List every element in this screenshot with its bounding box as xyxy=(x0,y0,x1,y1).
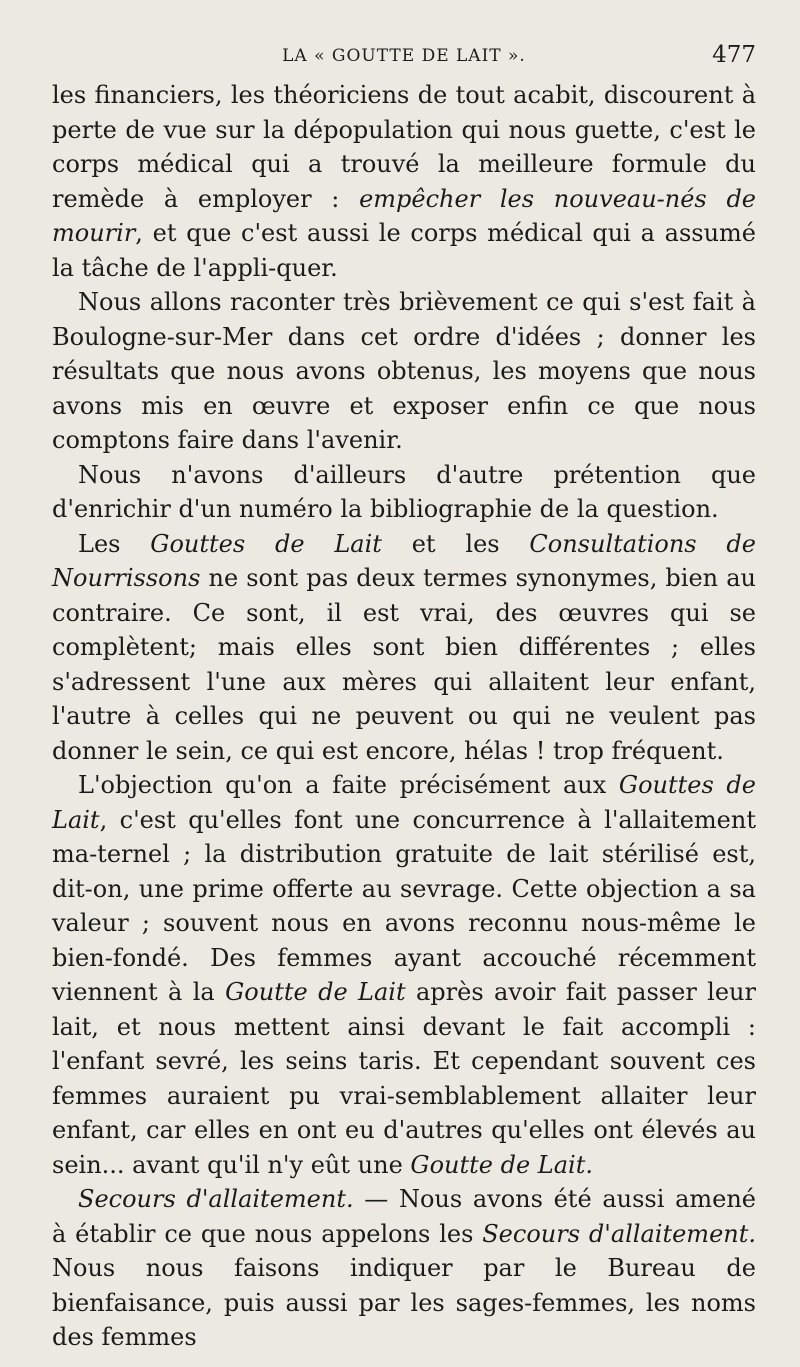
italic-text: Goutte de Lait. xyxy=(410,1150,593,1179)
italic-text: Secours d'allaitement. xyxy=(78,1185,354,1213)
paragraph xyxy=(52,527,756,769)
running-title: LA « GOUTTE DE LAIT ». xyxy=(282,46,526,66)
italic-text: Gouttes de Lait xyxy=(52,771,756,834)
text-run: Les xyxy=(78,529,151,558)
page-number: 477 xyxy=(712,42,756,68)
text-run: Nous nous faisons indiquer par le Bureau de bienfaisance, puis aussi par les sages-femmes, les noms des femmes xyxy=(52,1254,756,1351)
paragraph xyxy=(52,458,756,527)
italic-text: Secours d'allaitement. xyxy=(482,1219,757,1248)
text-run: Nous allons raconter très brièvement ce qui s'est fait à Boulogne-sur-Mer dans cet ordre d'idées ; donner les résultats que nous avons obtenus, les moyens que nous avons mis en œuvre et exposer enfin ce que nous comptons faire dans l'avenir. xyxy=(52,288,756,454)
text-run: , et que c'est aussi le corps médical qui a assumé la tâche de l'appli-quer. xyxy=(52,219,756,282)
text-run: , c'est qu'elles font une concurrence à l'allaitement ma-ternel ; la distribution gratuite de lait stérilisé est, dit-on, une prime offerte au sevrage. Cette objection a sa valeur ; souvent nous en avons reconnu nous-même le bien-fondé. Des femmes ayant accouché récemment viennent à la xyxy=(52,805,756,1006)
text-run: Nous n'avons d'ailleurs d'autre prétention que d'enrichir d'un numéro la bibliographie de la question. xyxy=(52,460,756,523)
italic-text: empêcher les nouveau-nés de mourir xyxy=(52,184,757,247)
page-header xyxy=(52,42,756,78)
paragraph xyxy=(52,78,756,285)
text-run: et les xyxy=(381,529,530,558)
text-run: les financiers, les théoriciens de tout acabit, discourent à perte de vue sur la dépopulation qui nous guette, c'est le corps médical qui a trouvé la meilleure formule du remède à employer : xyxy=(52,81,756,213)
text-run: après avoir fait passer leur lait, et nous mettent ainsi devant le fait accompli : l'enfant sevré, les seins taris. Et cependant souvent ces femmes auraient pu vrai-semblablement allaiter leur enfant, car elles en ont eu d'autres qu'elles ont élevés au sein... avant qu'il n'y eût une xyxy=(52,978,756,1179)
text-run: L'objection qu'on a faite précisément aux xyxy=(78,771,619,799)
text-run: ne sont pas deux termes synonymes, bien au contraire. Ce sont, il est vrai, des œuvres qui se complètent; mais elles sont bien différentes ; elles s'adressent l'une aux mères qui allaitent leur enfant, l'autre à celles qui ne peuvent ou qui ne veulent pas donner le sein, ce qui est encore, hélas ! trop fréquent. xyxy=(52,564,756,765)
paragraph xyxy=(52,285,756,458)
italic-text: Consultations de Nourrissons xyxy=(52,529,756,592)
body-text xyxy=(52,78,756,1355)
paragraph xyxy=(52,1182,756,1355)
italic-text: Gouttes de Lait xyxy=(150,529,382,558)
italic-text: Goutte de Lait xyxy=(225,978,406,1006)
paragraph xyxy=(52,768,756,1182)
text-run: — Nous avons été aussi amené à établir ce que nous appelons les xyxy=(52,1185,757,1248)
